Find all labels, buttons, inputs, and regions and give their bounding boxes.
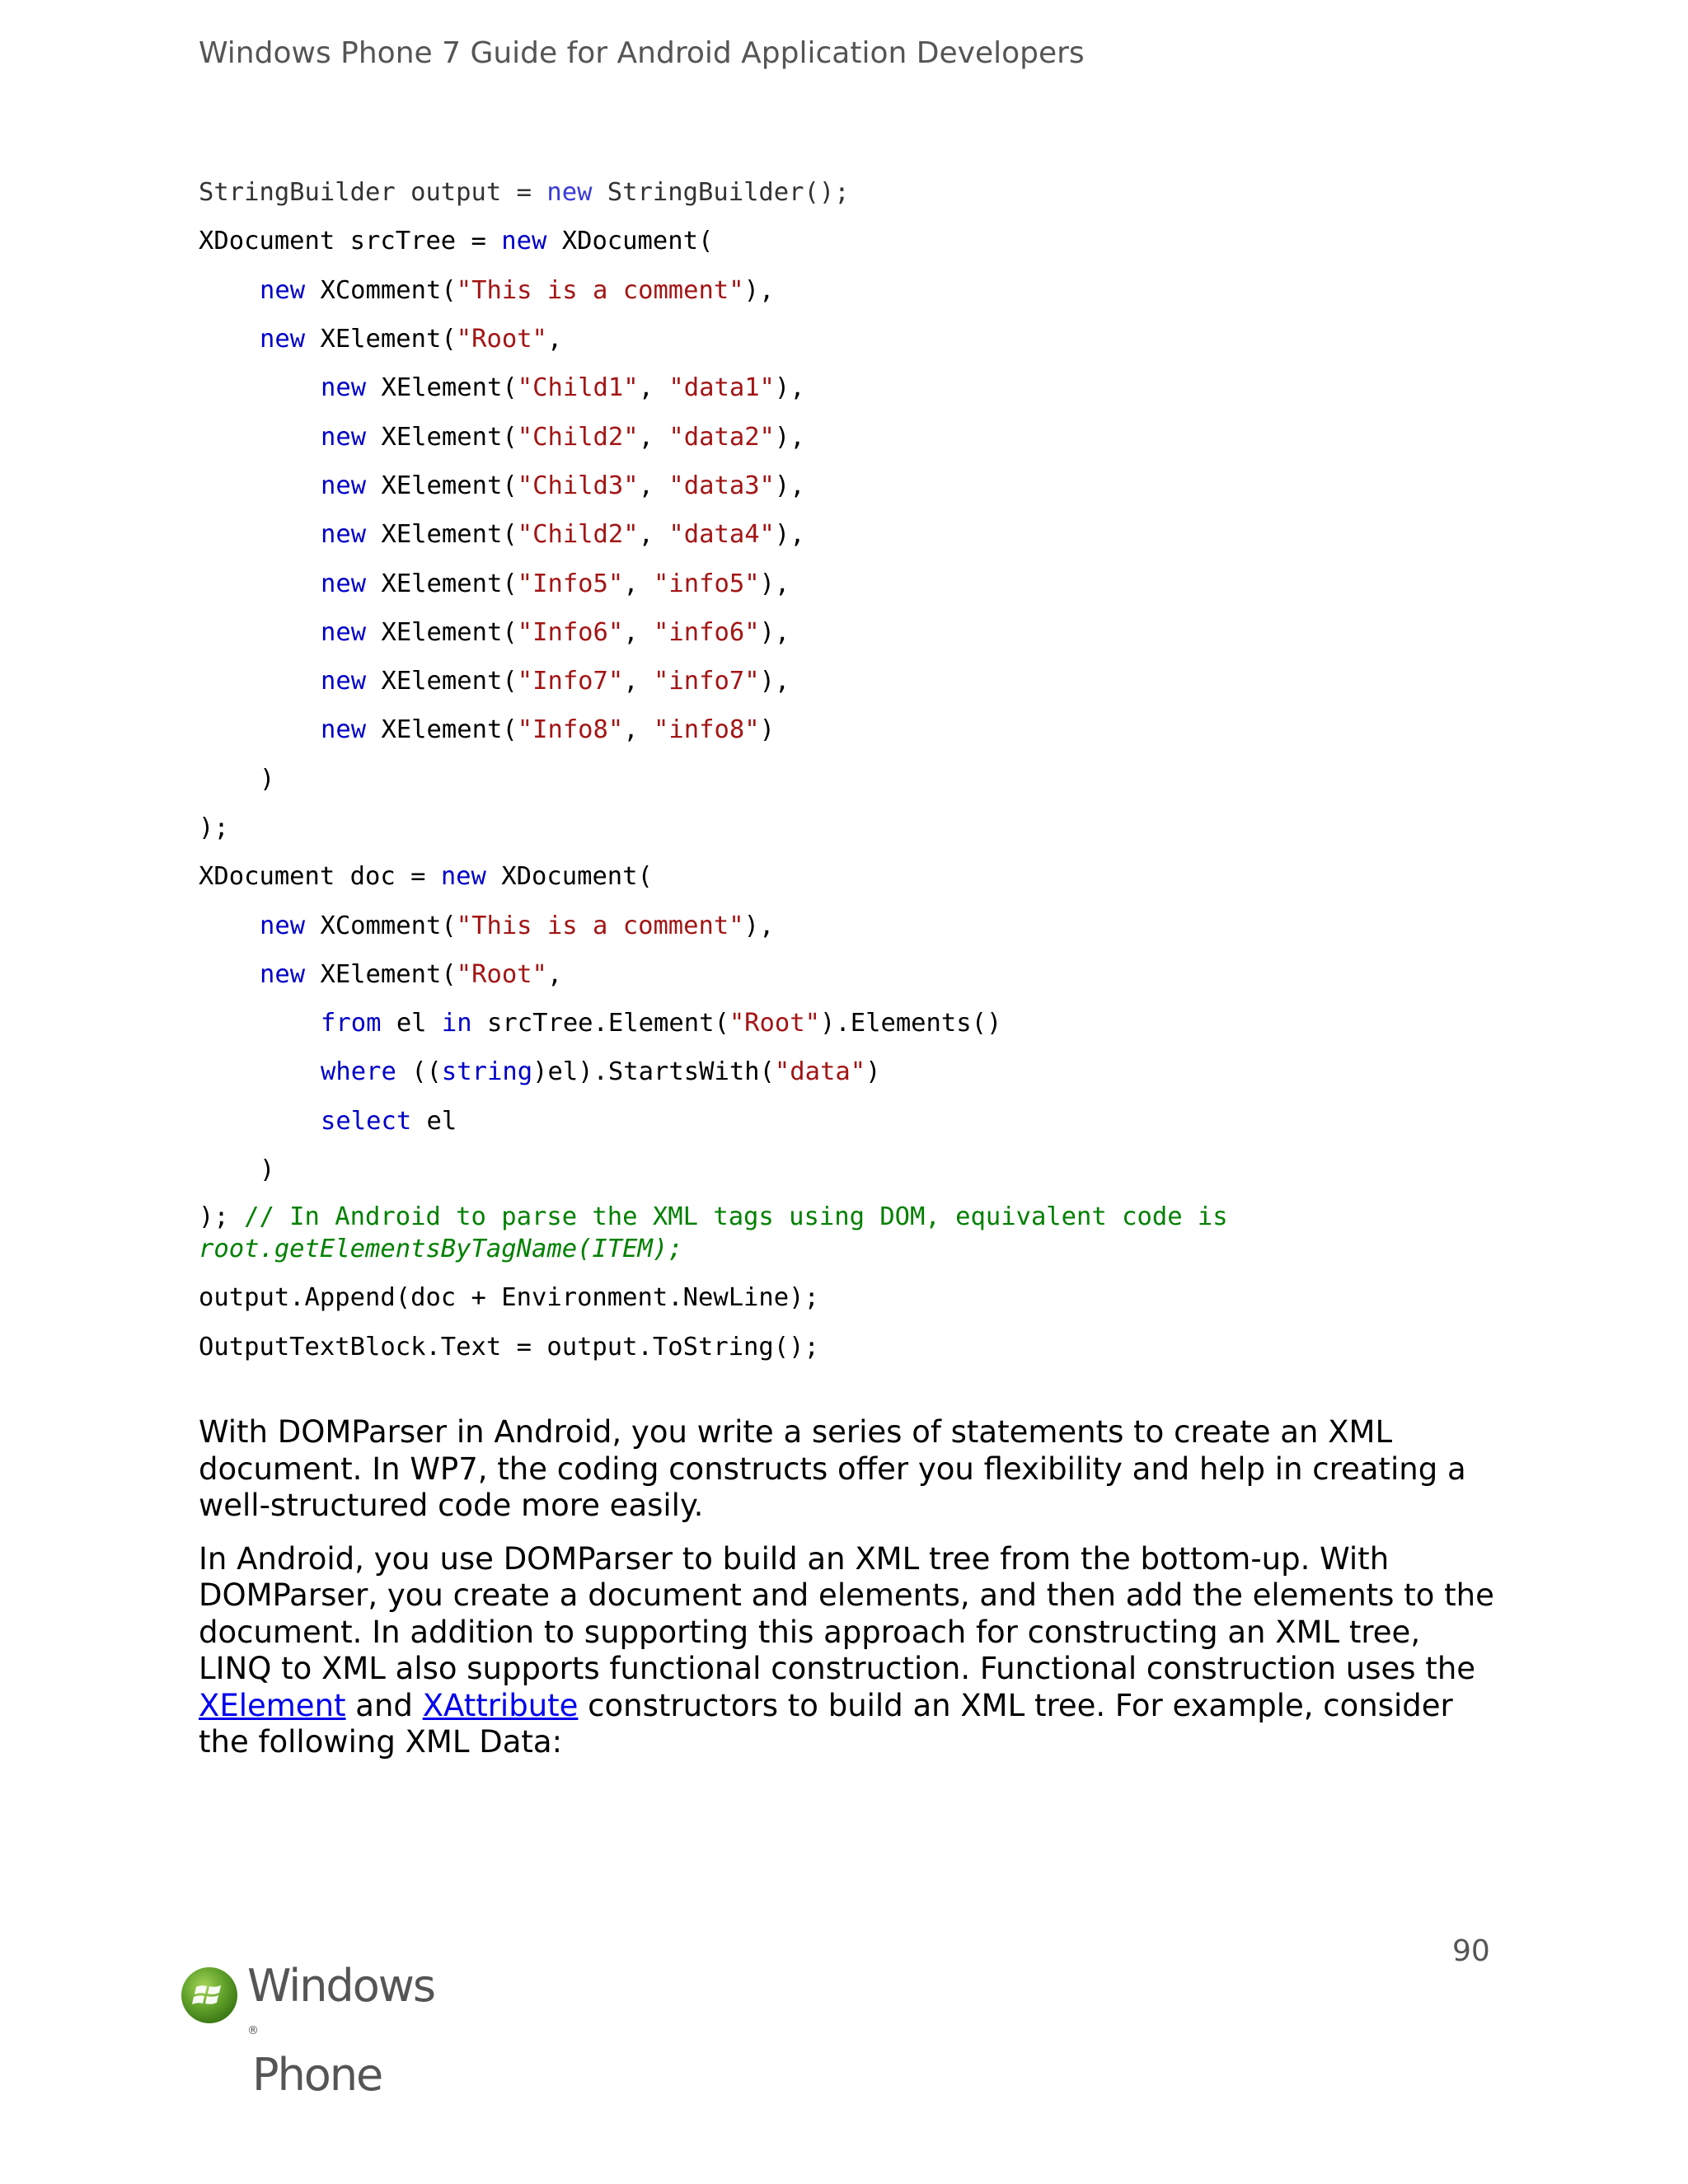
- windows-phone-logo: [180, 1960, 435, 2101]
- paragraph-1: With DOMParser in Android, you write a series of statements to create an XML document. In WP7, the coding constructs offer you flexibility and help in creating a well-structured code more easily.: [199, 1414, 1466, 1523]
- paragraph-2: In Android, you use DOMParser to build an XML tree from the bottom-up. With DOMParser, you create a document and elements, and then add the elements to the document. In addition to supporting this approach for constructing an XML tree, LINQ to XML also supports functional construction. Functional construction uses the XElement and XAttribute constructors to build an XML tree. For example, consider the following XML Data:: [199, 1540, 1494, 1760]
- code-line: ): [260, 764, 275, 794]
- code-line: select el: [321, 1106, 457, 1136]
- code-line: );: [199, 813, 229, 842]
- logo-wordmark: Windows ® Phone: [247, 1960, 435, 2101]
- xattribute-link[interactable]: XAttribute: [422, 1687, 579, 1723]
- code-line: new XElement( "Info6" , "info6" ),: [321, 617, 790, 647]
- code-line: OutputTextBlock.Text = output.ToString();: [199, 1332, 819, 1361]
- code-line: where (( string )el).StartsWith( "data" ): [321, 1057, 881, 1087]
- code-line: new XComment( "This is a comment" ),: [260, 911, 775, 940]
- code-line: new XElement( "Info5" , "info5" ),: [321, 569, 790, 598]
- code-block: [199, 168, 1559, 1371]
- code-line: new XElement( "Root" ,: [260, 959, 563, 989]
- code-line: XDocument srcTree = new XDocument(: [199, 227, 714, 256]
- code-line-with-comment: ); // In Android to parse the XML tags using DOM, equivalent code is root.getElementsByTagName(ITEM);: [199, 1194, 1559, 1273]
- code-line: new XElement( "Info7" , "info7" ),: [321, 667, 790, 696]
- code-line: new XElement( "Child3" , "data3" ),: [321, 471, 805, 500]
- code-line: StringBuilder output = new StringBuilder();: [199, 178, 850, 208]
- code-line: new XElement( "Info8" , "info8" ): [321, 715, 775, 745]
- windows-flag-icon: [180, 1966, 239, 2025]
- code-line: ): [260, 1155, 275, 1185]
- code-line: new XElement( "Child2" , "data4" ),: [321, 520, 805, 550]
- code-line: new XElement( "Child2" , "data2" ),: [321, 422, 805, 452]
- body-text: [199, 1414, 1501, 1778]
- xelement-link[interactable]: XElement: [199, 1687, 346, 1723]
- code-line: new XElement( "Root" ,: [260, 325, 563, 354]
- code-line: output.Append(doc + Environment.NewLine);: [199, 1283, 819, 1313]
- page-header-title: Windows Phone 7 Guide for Android Application Developers: [199, 36, 1085, 70]
- code-line: new XElement( "Child1" , "data1" ),: [321, 373, 805, 403]
- code-comment: // In Android to parse the XML tags using DOM, equivalent code is: [244, 1202, 1228, 1232]
- code-line: XDocument doc = new XDocument(: [199, 862, 653, 892]
- code-line: new XComment( "This is a comment" ),: [260, 275, 775, 305]
- code-comment-continuation: root.getElementsByTagName(ITEM);: [199, 1235, 683, 1264]
- page-number: 90: [1452, 1934, 1490, 1968]
- code-line: from el in srcTree.Element( "Root" ).Elements(): [321, 1009, 1002, 1038]
